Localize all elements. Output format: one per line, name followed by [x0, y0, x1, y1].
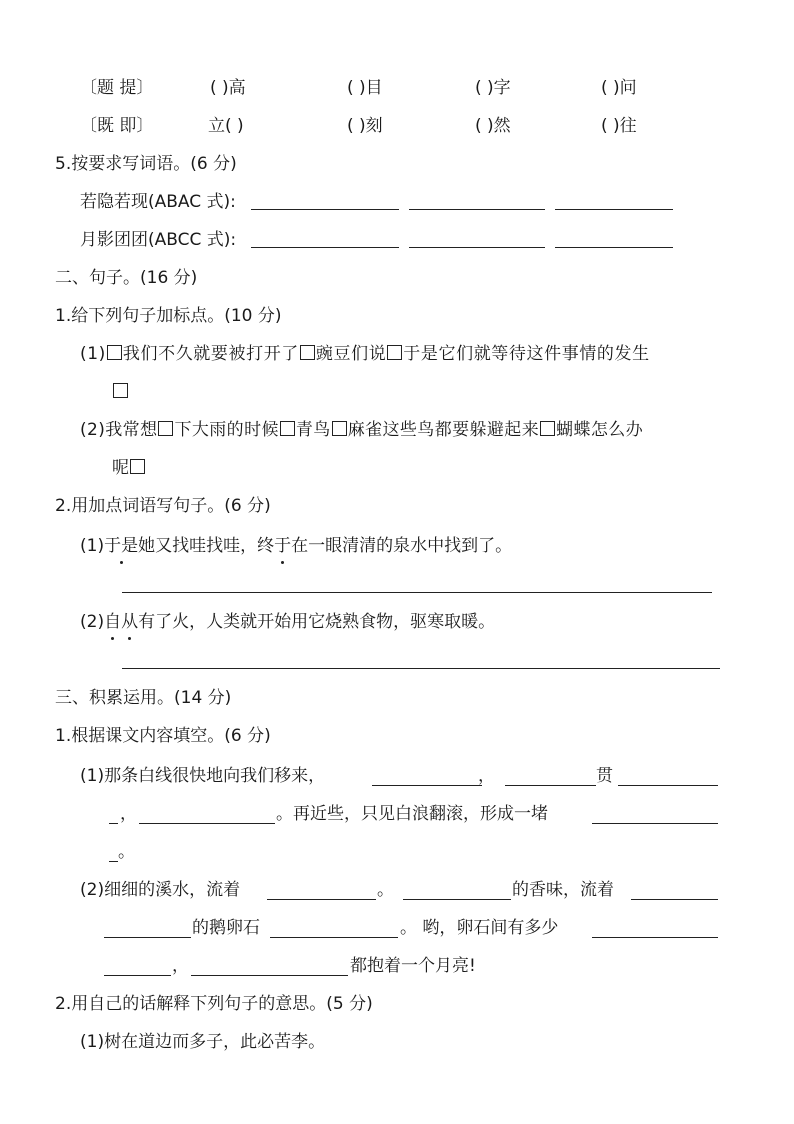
polyphone-item: 立( )	[208, 116, 244, 136]
sentence-text: 我们不久就要被打开了	[122, 344, 299, 364]
answer-blank[interactable]	[409, 209, 545, 210]
sentence-text: 都抱着一个月亮!	[350, 956, 476, 976]
answer-blank[interactable]	[592, 937, 718, 938]
sentence-text: 有了火，人类就开始用它烧熟食物，驱寒取暖。	[138, 612, 496, 632]
answer-line[interactable]	[122, 592, 712, 593]
section-2-title-text: 二、句子。(16 分)	[55, 268, 198, 288]
sentence-text: ，	[172, 956, 189, 976]
answer-blank[interactable]	[267, 899, 376, 900]
sentence-text: 呢	[112, 458, 129, 478]
polyphone-item: ( )字	[475, 78, 511, 98]
answer-blank[interactable]	[409, 247, 545, 248]
polyphone-item: ( )往	[601, 116, 637, 136]
answer-blank[interactable]	[505, 785, 596, 786]
polyphone-item: ( )高	[210, 78, 246, 98]
answer-blank[interactable]	[618, 785, 718, 786]
sentence-text: (2)细细的溪水，流着	[80, 880, 241, 900]
punctuation-box[interactable]	[387, 345, 402, 360]
item-number: (1)	[80, 344, 106, 364]
sentence-text: 贯	[596, 766, 613, 786]
answer-blank[interactable]	[104, 937, 191, 938]
q5-label-abcc: 月影团团(ABCC 式):	[80, 230, 237, 250]
sentence-text: 的鹅卵石	[192, 918, 260, 938]
s2-q2-title-text: 2.用加点词语写句子。(6 分)	[55, 496, 271, 516]
sentence-text: 。 哟，卵石间有多少	[400, 918, 559, 938]
q5-label-abac: 若隐若现(ABAC 式):	[80, 192, 236, 212]
answer-blank[interactable]	[191, 975, 348, 976]
punctuation-box[interactable]	[158, 421, 173, 436]
sentence-text: 的香味，流着	[512, 880, 614, 900]
answer-blank[interactable]	[372, 785, 482, 786]
emphasized-word: 于	[274, 536, 292, 556]
answer-blank[interactable]	[104, 975, 171, 976]
answer-blank[interactable]	[403, 899, 511, 900]
sentence-text: 豌豆们说	[315, 344, 387, 364]
sentence-text: 。	[377, 880, 394, 900]
answer-line[interactable]	[122, 668, 720, 669]
answer-blank[interactable]	[631, 899, 718, 900]
answer-blank[interactable]	[270, 937, 398, 938]
punctuation-box[interactable]	[332, 421, 347, 436]
emphasized-word: 从	[121, 612, 139, 632]
sentence-text: 于是它们就等待这件事情的发生	[403, 344, 650, 364]
polyphone-item: ( )刻	[347, 116, 383, 136]
sentence-text: 。	[118, 842, 135, 862]
answer-blank[interactable]	[251, 209, 399, 210]
polyphone-item: ( )目	[347, 78, 383, 98]
sentence-text: (1)那条白线很快地向我们移来，	[80, 766, 326, 786]
sentence-text: 蝴蝶怎么办	[556, 420, 644, 440]
s3-q2-title-text: 2.用自己的话解释下列句子的意思。(5 分)	[55, 994, 373, 1014]
polyphone-label: 〔题 提〕	[80, 78, 154, 98]
sentence-text: 。再近些，只见白浪翻滚，形成一堵	[276, 804, 548, 824]
answer-blank[interactable]	[109, 861, 118, 862]
s3-q1-title-text: 1.根据课文内容填空。(6 分)	[55, 726, 271, 746]
polyphone-item: ( )然	[475, 116, 511, 136]
answer-blank[interactable]	[555, 247, 673, 248]
punctuation-box[interactable]	[300, 345, 315, 360]
punctuation-box[interactable]	[280, 421, 295, 436]
answer-blank[interactable]	[592, 823, 718, 824]
emphasized-word: 于是	[104, 536, 139, 556]
sentence-text: (2)我常想	[80, 420, 158, 440]
section-3-title-text: 三、积累运用。(14 分)	[55, 688, 232, 708]
sentence-text: 下大雨的时候	[174, 420, 279, 440]
punctuation-box[interactable]	[130, 459, 145, 474]
sentence-text: 她又找哇找哇，终	[138, 536, 275, 556]
emphasized-word: 自	[104, 612, 122, 632]
sentence-text: 青鸟	[295, 420, 331, 440]
sentence-text: ，	[120, 804, 137, 824]
answer-blank[interactable]	[555, 209, 673, 210]
sentence-text: (1)树在道边而多子，此必苦李。	[80, 1032, 326, 1052]
sentence-text: 在一眼清清的泉水中找到了。	[291, 536, 513, 556]
answer-blank[interactable]	[109, 823, 118, 824]
punctuation-box[interactable]	[113, 383, 128, 398]
answer-blank[interactable]	[139, 823, 275, 824]
s2-q1-title-text: 1.给下列句子加标点。(10 分)	[55, 306, 282, 326]
sentence-text: 麻雀这些鸟都要躲避起来	[347, 420, 540, 440]
polyphone-label: 〔既 即〕	[80, 116, 154, 136]
item-number: (1)	[80, 536, 105, 556]
punctuation-box[interactable]	[540, 421, 555, 436]
q5-title-text: 5.按要求写词语。(6 分)	[55, 154, 237, 174]
answer-blank[interactable]	[251, 247, 399, 248]
sentence-text: ，	[478, 766, 495, 786]
item-number: (2)	[80, 612, 105, 632]
polyphone-item: ( )问	[601, 78, 637, 98]
punctuation-box[interactable]	[107, 345, 122, 360]
